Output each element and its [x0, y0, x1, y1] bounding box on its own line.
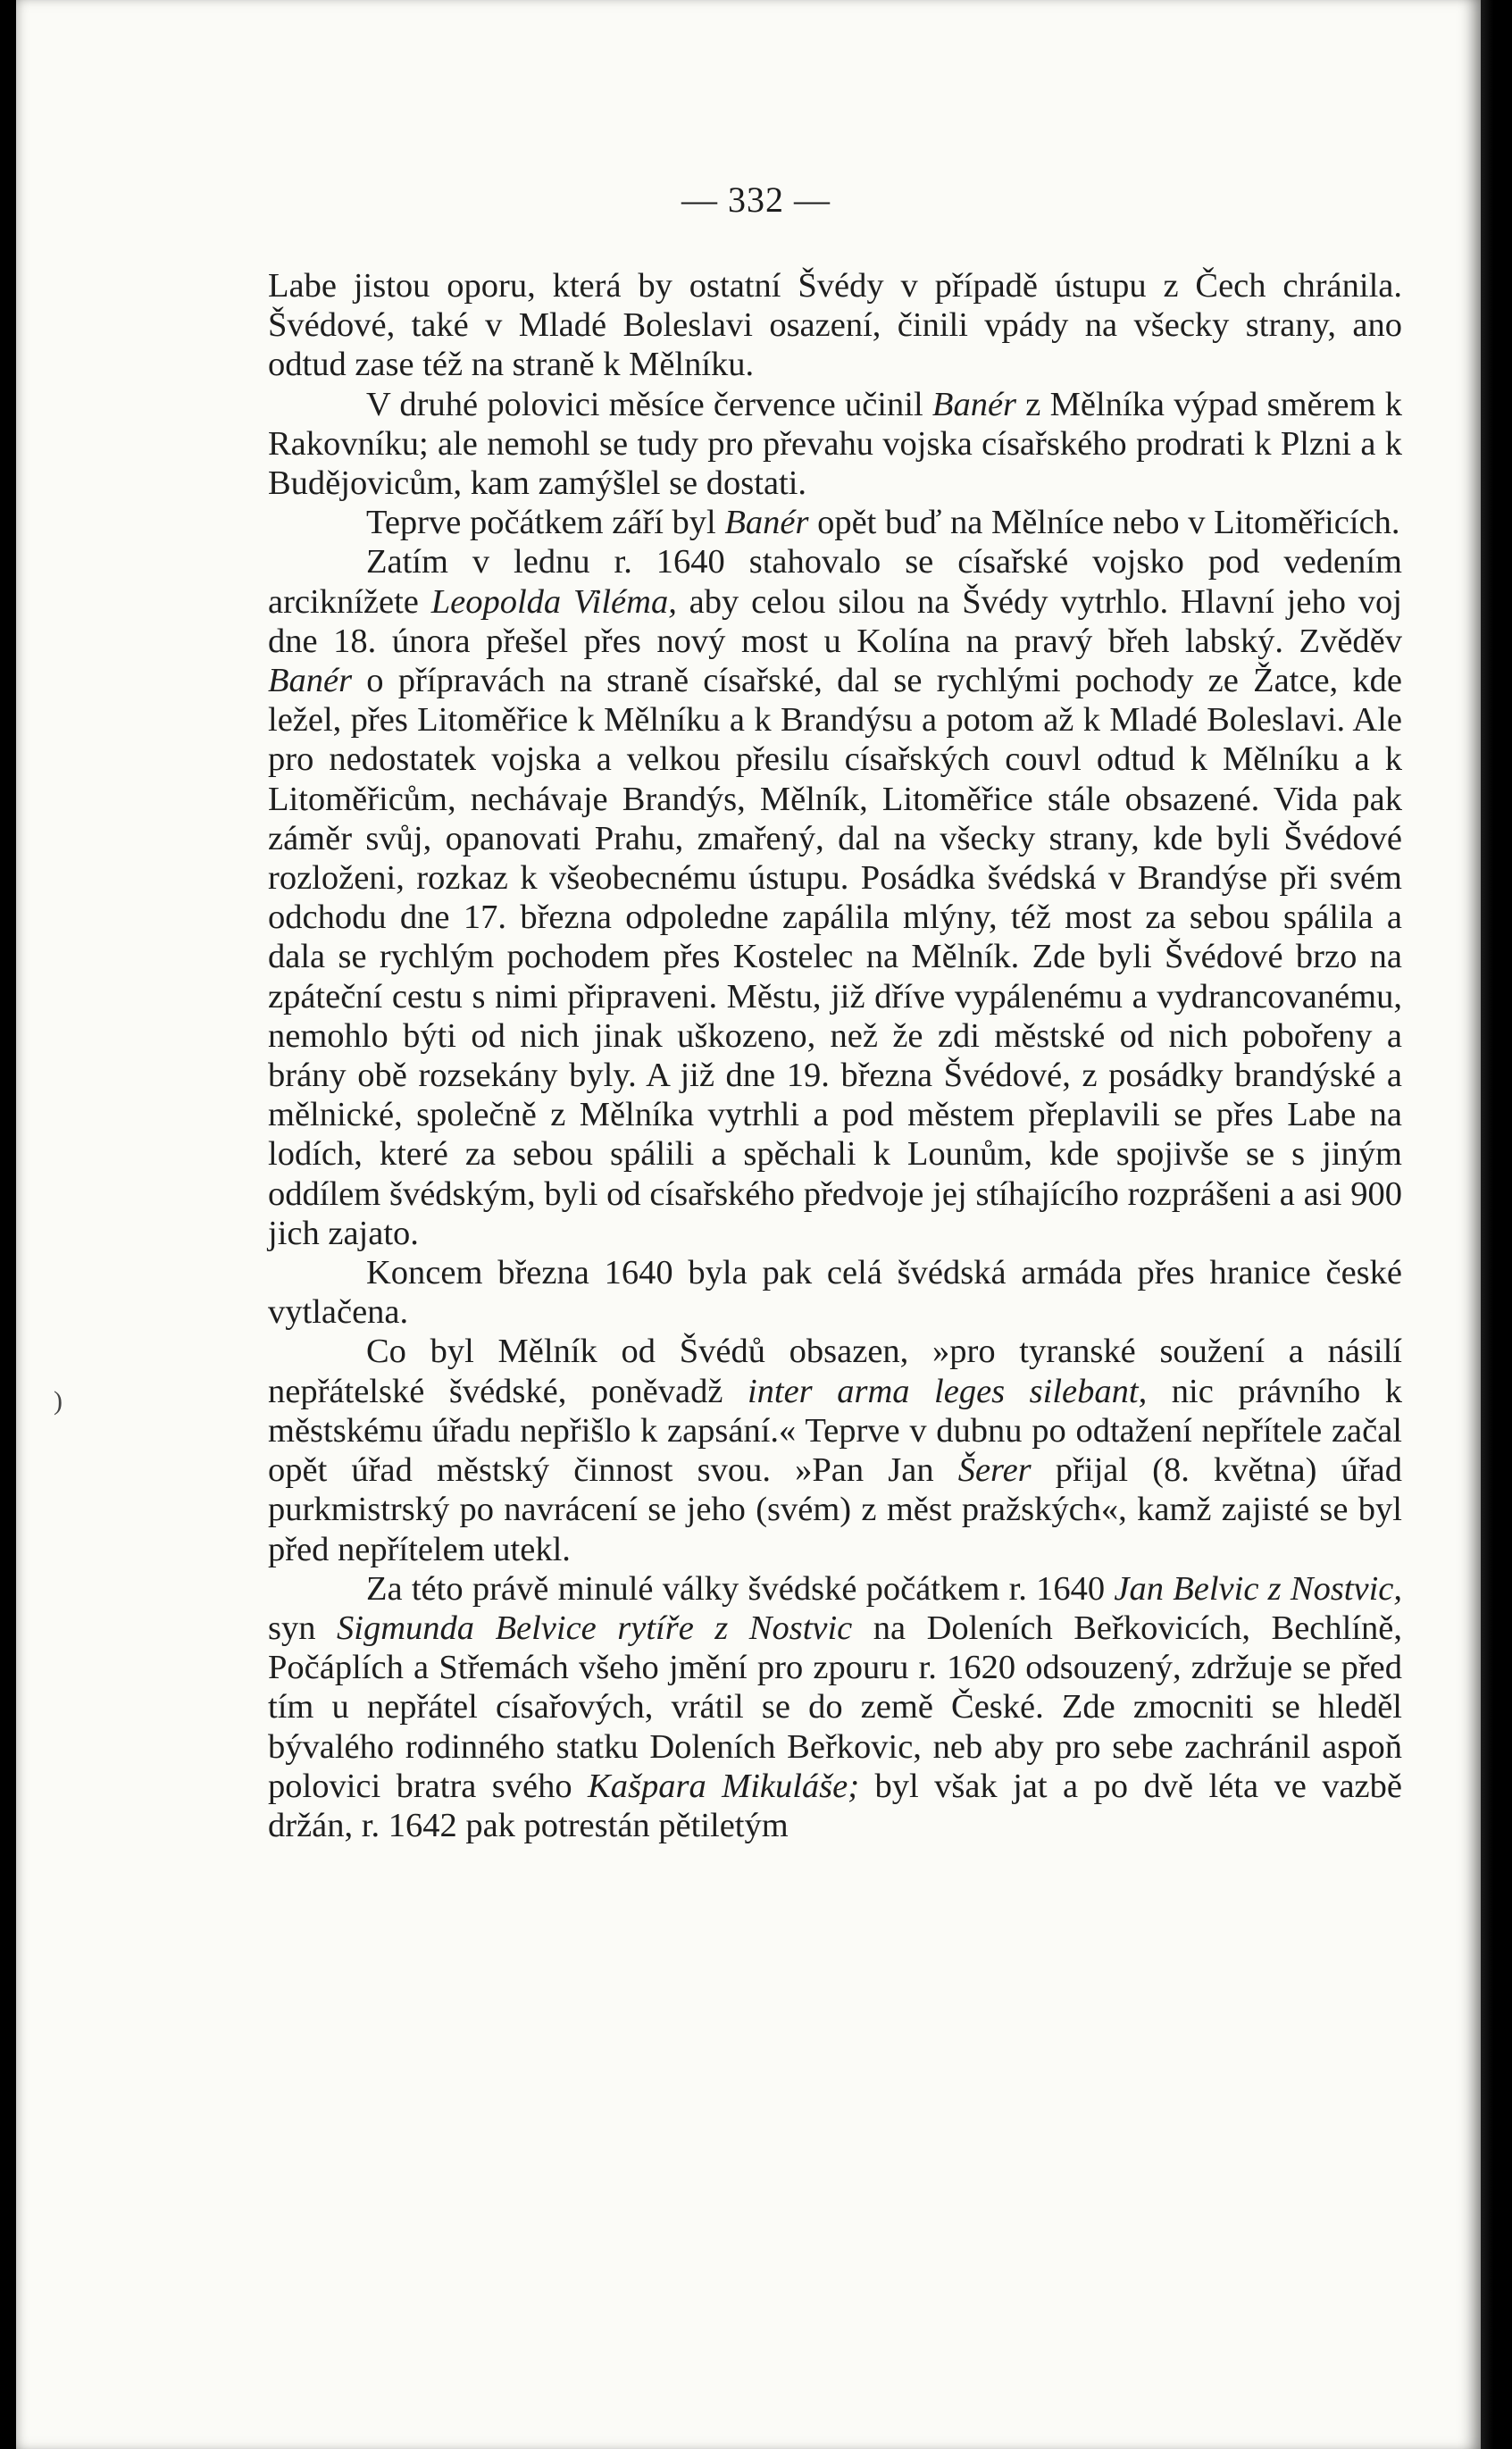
text-run: Teprve počátkem září byl	[366, 504, 725, 542]
text-run: nic právního k městskému úřadu nepřišlo k zapsání.« Teprve v dubnu po odtažení nepřítele začal opět úřad městský činnost svou. »Pan Jan	[268, 1372, 1402, 1490]
text-run: V druhé polovici měsíce července učinil	[366, 385, 932, 423]
italic-text: Banér	[268, 662, 353, 700]
text-run: byl však jat a po dvě léta ve vazbě držán, r. 1642 pak potrestán pětiletým	[268, 1767, 1402, 1844]
paragraph	[268, 1332, 1402, 1568]
text-run: přijal (8. května) úřad purkmistrský po navrácení se jeho (svém) z měst pražských«, kamž zajisté se byl před nepřítelem utekl.	[268, 1451, 1402, 1568]
body-text	[268, 266, 1402, 1845]
paragraph	[268, 542, 1402, 1253]
text-run: Koncem března 1640 byla pak celá švédská armáda přes hranice české vytlačena.	[268, 1254, 1402, 1332]
text-run: na Doleních Beřkovicích, Bechlíně, Počáplích a Střemách všeho jmění pro zpouru r. 1620 odsouzený, zdržuje se před tím u nepřátel císařových, vrátil se do země České. Zde zmocniti se hleděl bývalého rodinného statku Doleních Beřkovic, neb aby pro sebe zachránil aspoň polovici bratra svého	[268, 1609, 1403, 1805]
paragraph	[268, 385, 1402, 504]
text-run: syn	[268, 1609, 337, 1647]
page-number: — 332 —	[681, 180, 831, 220]
italic-text: Šerer	[957, 1451, 1032, 1490]
text-run: Labe jistou oporu, která by ostatní Švédy v případě ústupu z Čech chránila. Švédové, také v Mladé Boleslavi osazení, činili vpády na všecky strany, ano odtud zase též na straně k Mělníku.	[268, 267, 1402, 384]
text-run: Za této právě minulé války švédské počátkem r. 1640	[366, 1569, 1115, 1608]
paragraph	[268, 503, 1402, 542]
paragraph	[268, 1569, 1402, 1845]
italic-text: Sigmunda Belvice rytíře z Nostvic	[337, 1609, 853, 1647]
italic-text: Banér	[931, 385, 1017, 423]
paragraph	[268, 266, 1402, 385]
italic-text: Banér	[724, 504, 809, 542]
text-run: Co byl Mělník od Švédů obsazen, »pro tyranské soužení a násilí nepřátelské švédské, poněvadž	[268, 1333, 1402, 1410]
italic-text: Jan Belvic z Nostvic,	[1114, 1569, 1403, 1608]
italic-text: inter arma leges silebant,	[747, 1372, 1148, 1410]
scan-edge	[1481, 0, 1512, 2449]
text-run: z Mělníka výpad směrem k Rakovníku; ale nemohl se tudy pro převahu vojska císařského prodrati k Plzni a k Budějovicům, kam zamýšlel se dostati.	[268, 385, 1402, 503]
italic-text: Leopolda Viléma,	[430, 582, 677, 621]
text-run: o přípravách na straně císařské, dal se rychlými pochody ze Žatce, kde ležel, přes Litoměřice k Mělníku a k Brandýsu a potom až k Mladé Boleslavi. Ale pro nedostatek vojska a velkou přesilu císařských couvl odtud k Mělníku a k Litoměřicům, nechávaje Brandýs, Mělník, Litoměřice stále obsazené. Vida pak záměr svůj, opanovati Prahu, zmařený, dal na všecky strany, kde byli Švédové rozloženi, rozkaz k všeobecnému ústupu. Posádka švédská v Brandýse při svém odchodu dne 17. března odpoledne zapálila mlýny, též most za sebou spálila a dala se rychlým pochodem přes Kostelec na Mělník. Zde byli Švédové brzo na zpáteční cestu s nimi připraveni. Městu, již dříve vypálenému a vydrancovanému, nemohlo býti od nich jinak uškozeno, než že zdi městské od nich pobořeny a brány obě rozsekány byly. A již dne 19. března Švédové, z posádky brandýské a mělnické, společně z Mělníka vytrhli a pod městem přeplavili se přes Labe na lodích, které za sebou spálili a spěchali k Lounům, kde spojivše se s jiným oddílem švédským, byli od císařského předvoje jej stíhajícího rozprášeni a asi 900 jich zajato.	[268, 662, 1402, 1252]
text-run: Zatím v lednu r. 1640 stahovalo se císařské vojsko pod vedením arciknížete	[268, 543, 1402, 621]
text-run: aby celou silou na Švédy vytrhlo. Hlavní jeho voj dne 18. února přešel přes nový most u Kolína na pravý břeh labský. Zvěděv	[268, 582, 1402, 660]
italic-text: Kašpara Mikuláše;	[588, 1767, 860, 1805]
paragraph	[268, 1253, 1402, 1332]
margin-mark: )	[54, 1386, 63, 1416]
text-run: opět buď na Mělníce nebo v Litoměřicích.	[808, 504, 1400, 542]
